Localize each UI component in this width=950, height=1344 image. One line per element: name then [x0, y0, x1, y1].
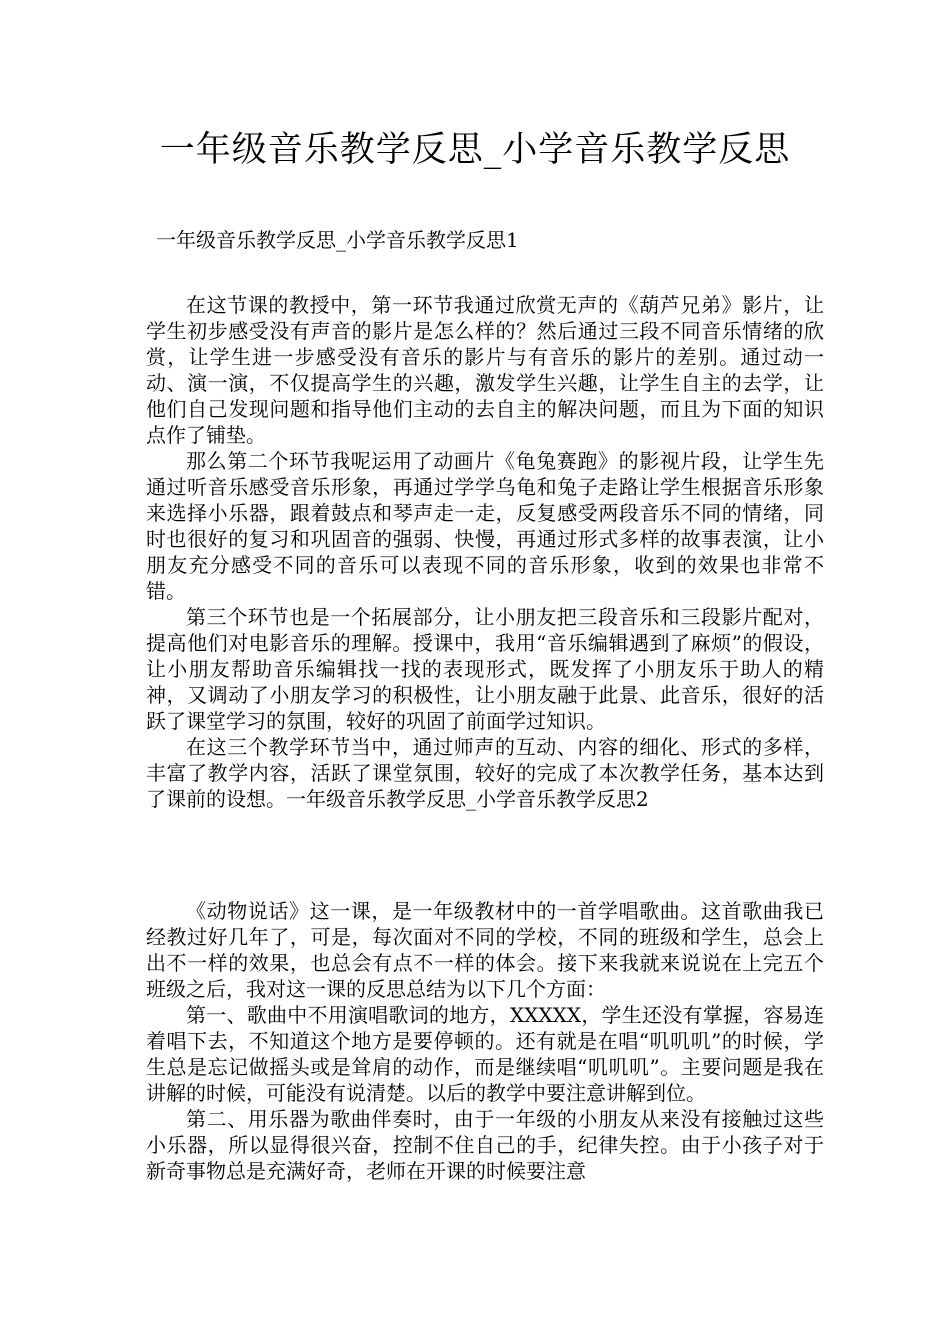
paragraph: 《动物说话》这一课，是一年级教材中的一首学唱歌曲。这首歌曲我已经教过好几年了，可是，每次面对不同的学校，不同的班级和学生，总会上出不一样的效果，也总会有点不一样的体会。接下来我就来说说在上完五个班级之后，我对这一课的反思总结为以下几个方面： [146, 899, 824, 1001]
paragraph: 那么第二个环节我呢运用了动画片《龟兔赛跑》的影视片段，让学生先通过听音乐感受音乐形象，再通过学学乌龟和兔子走路让学生根据音乐形象来选择小乐器，跟着鼓点和琴声走一走，反复感受两段音乐不同的情绪，同时也很好的复习和巩固音的强弱、快慢，再通过形式多样的故事表演，让小朋友充分感受不同的音乐可以表现不同的音乐形象，收到的效果也非常不错。 [146, 449, 824, 603]
section-2-body [146, 898, 824, 1184]
section-1-heading: 一年级音乐教学反思_小学音乐教学反思1 [156, 228, 519, 252]
paragraph: 在这三个教学环节当中，通过师声的互动、内容的细化、形式的多样，丰富了教学内容，活跃了课堂氛围，较好的完成了本次教学任务，基本达到了课前的设想。一年级音乐教学反思_小学音乐教学反思2 [146, 735, 824, 811]
paragraph: 第一、歌曲中不用演唱歌词的地方，XXXXX，学生还没有掌握，容易连着唱下去，不知道这个地方是要停顿的。还有就是在唱“叽叽叽”的时候，学生总是忘记做摇头或是耸肩的动作，而是继续唱“叽叽叽”。主要问题是我在讲解的时候，可能没有说清楚。以后的教学中要注意讲解到位。 [146, 1003, 824, 1105]
section-1-body [146, 292, 824, 812]
paragraph: 在这节课的教授中，第一环节我通过欣赏无声的《葫芦兄弟》影片，让学生初步感受没有声音的影片是怎么样的？然后通过三段不同音乐情绪的欣赏，让学生进一步感受没有音乐的影片与有音乐的影片的差别。通过动一动、演一演，不仅提高学生的兴趣，激发学生兴趣，让学生自主的去学，让他们自己发现问题和指导他们主动的去自主的解决问题，而且为下面的知识点作了铺垫。 [146, 293, 824, 447]
document-title: 一年级音乐教学反思_小学音乐教学反思 [159, 130, 791, 170]
paragraph: 第三个环节也是一个拓展部分，让小朋友把三段音乐和三段影片配对，提高他们对电影音乐的理解。授课中，我用“音乐编辑遇到了麻烦”的假设，让小朋友帮助音乐编辑找一找的表现形式，既发挥了小朋友乐于助人的精神，又调动了小朋友学习的积极性，让小朋友融于此景、此音乐，很好的活跃了课堂学习的氛围，较好的巩固了前面学过知识。 [146, 605, 824, 733]
paragraph: 第二、用乐器为歌曲伴奏时，由于一年级的小朋友从来没有接触过这些小乐器，所以显得很兴奋，控制不住自己的手，纪律失控。由于小孩子对于新奇事物总是充满好奇，老师在开课的时候要注意 [146, 1107, 824, 1183]
